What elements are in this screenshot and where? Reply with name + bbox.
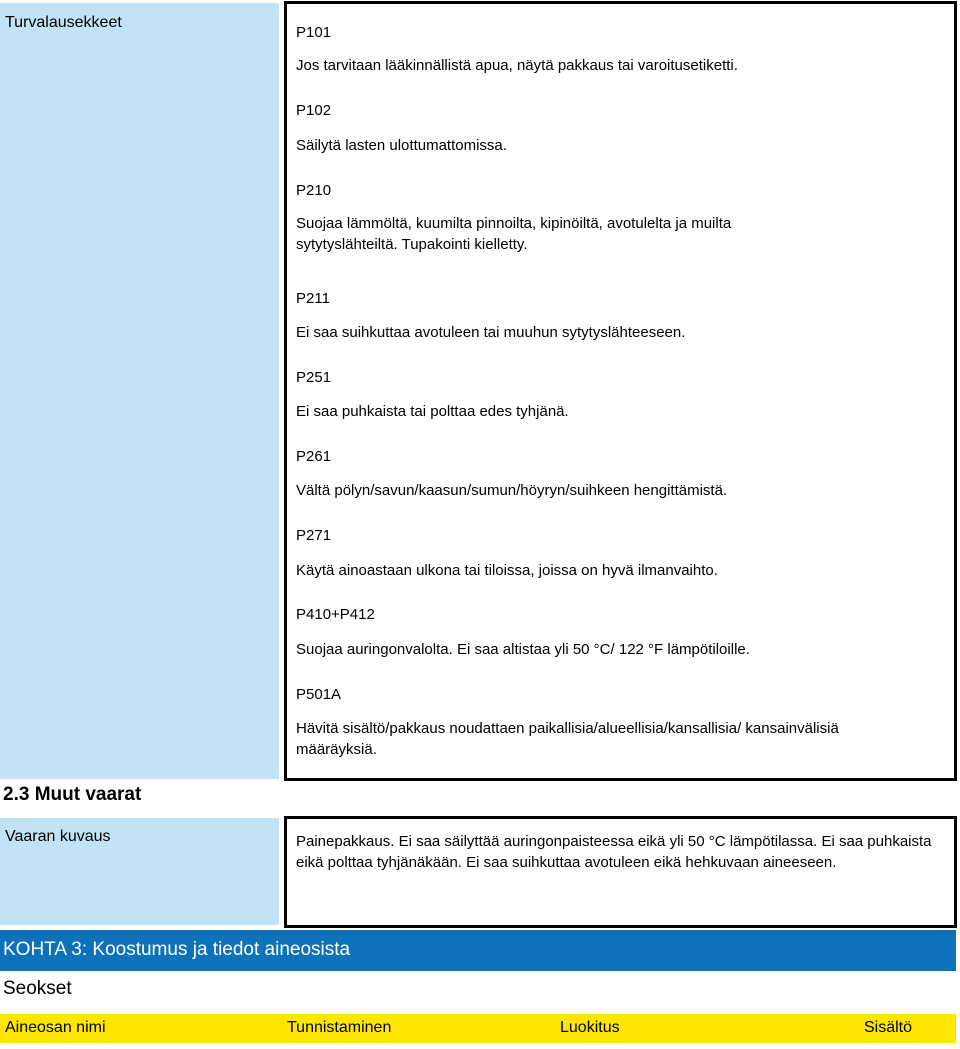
statement-text: Suojaa auringonvalolta. Ei saa altistaa yli 50 °C/ 122 °F lämpötiloille.: [296, 641, 750, 658]
vaaran-kuvaus-label: Vaaran kuvaus: [5, 828, 111, 845]
mixtures-subheading: Seokset: [3, 978, 72, 999]
other-hazards-heading: 2.3 Muut vaarat: [3, 784, 142, 805]
column-header-content: Sisältö: [864, 1019, 913, 1036]
statement-text: Suojaa lämmöltä, kuumilta pinnoilta, kipinöiltä, avotulelta ja muilta sytytyslähteiltä. Tupakointi kielletty.: [296, 215, 732, 253]
statement-code: P271: [296, 527, 332, 544]
statement-code: P211: [296, 290, 330, 307]
column-header-identification: Tunnistaminen: [287, 1019, 392, 1036]
column-header-classification: Luokitus: [560, 1019, 620, 1036]
statement-text: Jos tarvitaan lääkinnällistä apua, näytä pakkaus tai varoitusetiketti.: [296, 57, 738, 74]
statement-text: Vältä pölyn/savun/kaasun/sumun/höyryn/suihkeen hengittämistä.: [296, 482, 728, 499]
turvalausekkeet-label-cell: [0, 3, 279, 779]
statement-text: Käytä ainoastaan ulkona tai tiloissa, joissa on hyvä ilmanvaihto.: [296, 562, 718, 579]
hazard-description-text: Painepakkaus. Ei saa säilyttää auringonpaisteessa eikä yli 50 °C lämpötilassa. Ei saa puhkaista eikä polttaa tyhjänäkään. Ei saa suihkuttaa avotuleen eikä hehkuvaan aineeseen.: [296, 833, 932, 871]
statement-code: P102: [296, 102, 332, 119]
statement-text: Säilytä lasten ulottumattomissa.: [296, 137, 507, 154]
statement-text: Ei saa puhkaista tai polttaa edes tyhjänä.: [296, 403, 569, 420]
section3-heading: KOHTA 3: Koostumus ja tiedot aineosista: [3, 939, 351, 960]
statement-code: P210: [296, 182, 332, 199]
vaaran-kuvaus-label-cell: [0, 818, 279, 925]
statement-code: P101: [296, 24, 332, 41]
statement-code: P410+P412: [296, 606, 375, 623]
precautionary-statements-box: [284, 1, 957, 781]
composition-table-header: [0, 1014, 956, 1043]
statement-text: Hävitä sisältö/pakkaus noudattaen paikallisia/alueellisia/kansallisia/ kansainvälisiä määräyksiä.: [296, 720, 839, 758]
statement-code: P501A: [296, 686, 342, 703]
turvalausekkeet-label: Turvalausekkeet: [5, 14, 122, 31]
statement-code: P251: [296, 369, 332, 386]
section3-heading-bar: [0, 930, 956, 971]
statement-text: Ei saa suihkuttaa avotuleen tai muuhun sytytyslähteeseen.: [296, 324, 686, 341]
hazard-description-box: [284, 816, 957, 928]
column-header-ingredient-name: Aineosan nimi: [5, 1019, 106, 1036]
statement-code: P261: [296, 448, 332, 465]
